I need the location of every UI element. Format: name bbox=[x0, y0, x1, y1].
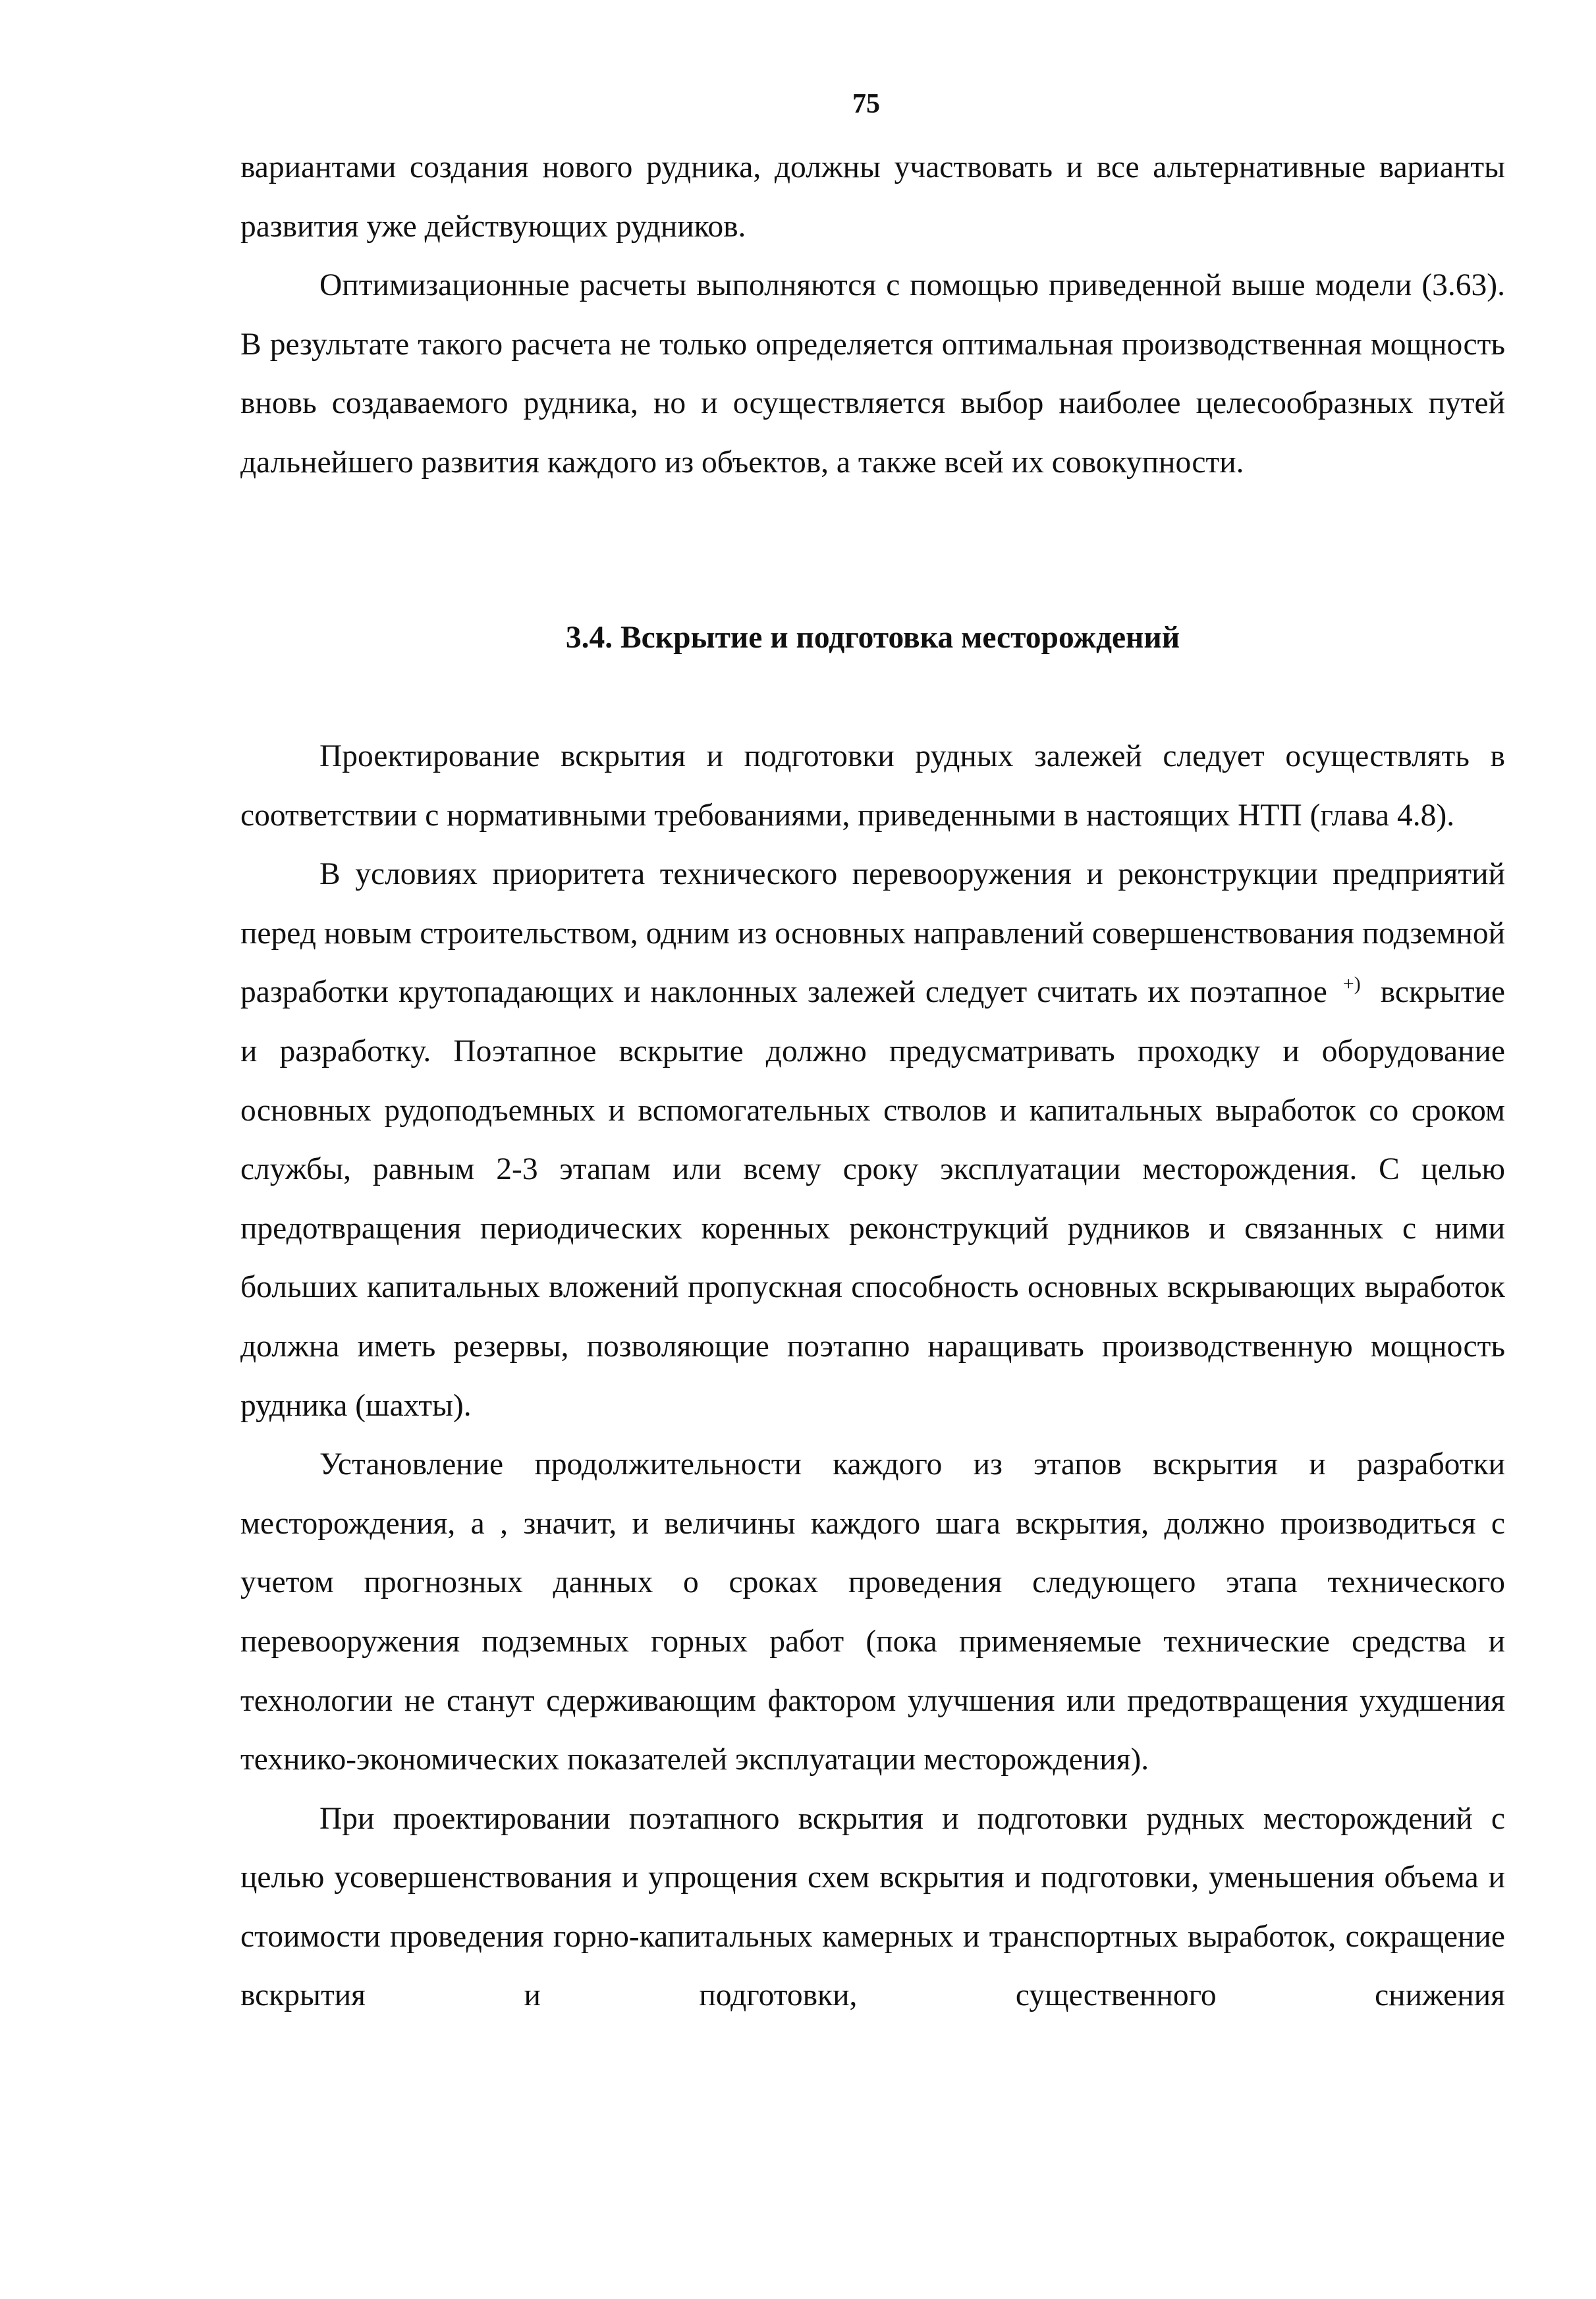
paragraph-design-goals: При проектировании поэтапного вскрытия и подготовки рудных месторождений с целью усовершенствования и упрощения схем вскрытия и подготовки, уменьшения объема и стоимости проведения горно-капитальных камерных и транспортных выработок, сокращение вскрытия и подготовки, существенного снижения bbox=[240, 1801, 1505, 2013]
text-block-section bbox=[240, 727, 1505, 2026]
paragraph-text: вскрытие и разработку. Поэтапное вскрытие должно предусматривать проходку и оборудование основных рудоподъемных и вспомогательных стволов и капитальных выработок со сроком службы, равным 2-3 этапам или всему сроку эксплуатации месторождения. С целью предотвращения периодических коренных реконструкций рудников и связанных с ними больших капитальных вложений пропускная способность основных вскрывающих выработок должна иметь резервы, позволяющие поэтапно наращивать производственную мощность рудника (шахты). bbox=[240, 975, 1505, 1423]
paragraph-stage-duration: Установление продолжительности каждого из этапов вскрытия и разработки месторождения, а , значит, и величины каждого шага вскрытия, должно производиться с учетом прогнозных данных о сроках проведения следующего этапа технического перевооружения подземных горных работ (пока применяемые технические средства и технологии не станут сдерживающим фактором улучшения или предотвращения ухудшения технико-экономических показателей эксплуатации месторождения). bbox=[240, 1447, 1505, 1777]
page-number: 75 bbox=[852, 89, 880, 119]
paragraph-design-requirements: Проектирование вскрытия и подготовки рудных залежей следует осуществлять в соответствии с нормативными требованиями, приведенными в настоящих НТП (глава 4.8). bbox=[240, 739, 1505, 833]
paragraph-text: В условиях приоритета технического перевооружения и реконструкции предприятий перед новым строительством, одним из основных направлений совершенствования подземной разработки крутопадающих и наклонных залежей следует считать их поэтапное bbox=[240, 857, 1505, 1010]
paragraph-staged-opening bbox=[240, 845, 1505, 1435]
footnote-mark: +) bbox=[1342, 973, 1361, 995]
text-block-intro bbox=[240, 138, 1505, 493]
section-heading: 3.4. Вскрытие и подготовка месторождений bbox=[565, 621, 1180, 655]
paragraph-continuation: вариантами создания нового рудника, должны участвовать и все альтернативные варианты развития уже действующих рудников. bbox=[240, 150, 1505, 244]
paragraph-optimization: Оптимизационные расчеты выполняются с помощью приведенной выше модели (3.63). В результате такого расчета не только определяется оптимальная производственная мощность вновь создаваемого рудника, но и осуществляется выбор наиболее целесообразных путей дальнейшего развития каждого из объектов, а также всей их совокупности. bbox=[240, 268, 1505, 480]
